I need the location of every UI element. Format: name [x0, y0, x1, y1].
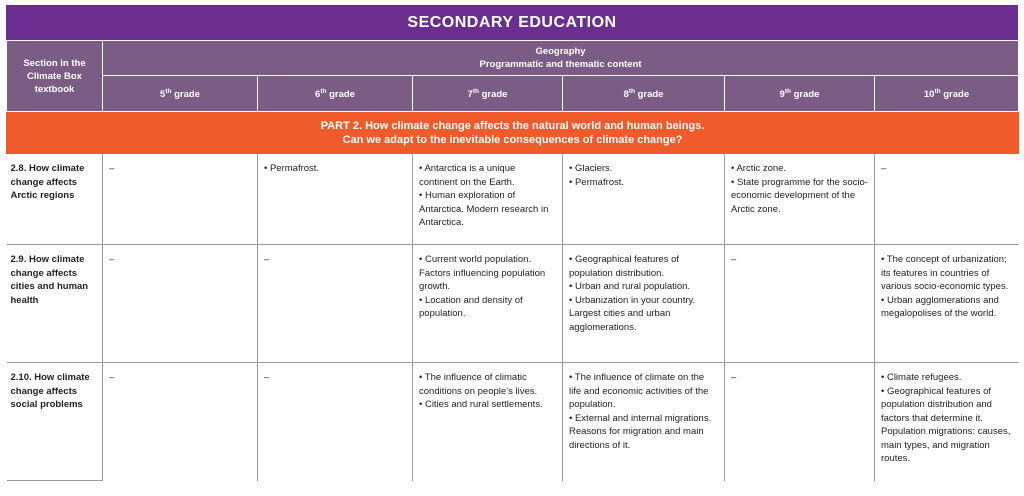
grade-content-cell [563, 245, 725, 363]
table-row [7, 154, 1019, 245]
subject-header [103, 41, 1019, 76]
grade-header [563, 76, 725, 112]
content-item: • Current world population. Factors influencing population growth. [419, 254, 546, 292]
grade-content-cell [563, 363, 725, 481]
grade-content-cell [875, 245, 1019, 363]
content-item: • Climate refugees. [881, 372, 962, 383]
content-item: – [109, 372, 115, 383]
grade-number: 8 [623, 89, 629, 101]
grade-content-cell [258, 154, 413, 245]
grade-content-cell [103, 245, 258, 363]
content-item: • Antarctica is a unique continent on the Earth. [419, 163, 516, 188]
table-row [7, 245, 1019, 363]
section-name: 2.8. How climate change affects Arctic regions [7, 154, 103, 245]
content-item: – [731, 372, 737, 383]
grade-header [413, 76, 563, 112]
grade-suffix: th [165, 88, 172, 96]
grade-word: grade [940, 89, 970, 101]
grade-content-cell [413, 154, 563, 245]
section-name: 2.10. How climate change affects social problems [7, 363, 103, 481]
grade-word: grade [326, 89, 355, 101]
content-item: • The influence of climatic conditions on people’s lives. [419, 372, 538, 397]
section-name: 2.9. How climate change affects cities and human health [7, 245, 103, 363]
curriculum-table [6, 40, 1019, 481]
subject-subtitle: Programmatic and thematic content [479, 59, 642, 70]
grade-word: grade [790, 89, 820, 101]
grade-word: grade [478, 89, 508, 101]
grade-header [258, 76, 413, 112]
content-item: • Urban agglomerations and megalopolises of the world. [881, 294, 999, 319]
grade-header [103, 76, 258, 112]
content-item: • Glaciers. [569, 163, 613, 174]
grade-suffix: th [628, 88, 635, 96]
content-item: • Location and density of population. [419, 294, 523, 319]
grade-content-cell [875, 154, 1019, 245]
grade-number: 5 [160, 89, 166, 101]
grade-word: grade [171, 89, 200, 101]
grade-header-row [7, 76, 1019, 112]
content-item: – [881, 163, 887, 174]
grade-content-cell [875, 363, 1019, 481]
grade-number: 9 [779, 89, 785, 101]
content-item: – [109, 254, 115, 265]
content-item: – [731, 254, 737, 265]
content-item: – [264, 254, 270, 265]
grade-content-cell [103, 154, 258, 245]
content-item: • Permafrost. [264, 163, 320, 174]
grade-suffix: th [784, 88, 791, 96]
grade-content-cell [725, 245, 875, 363]
grade-number: 10 [923, 89, 935, 101]
table-row [7, 363, 1019, 481]
content-item: • Urban and rural population. [569, 281, 691, 292]
section-header-label: Section in the Climate Box textbook [23, 57, 86, 95]
content-item: • Permafrost. [569, 176, 625, 188]
content-item: • The influence of climate on the life and economic activities of the population. [569, 372, 709, 410]
content-item: – [109, 163, 115, 174]
page-title: SECONDARY EDUCATION [6, 5, 1018, 40]
grade-header [875, 76, 1019, 112]
part-title-line-2: Can we adapt to the inevitable consequences of climate change? [342, 133, 683, 146]
content-item: • Arctic zone. [731, 163, 787, 174]
grade-content-cell [725, 363, 875, 481]
content-item: • Cities and rural settlements. [419, 399, 543, 410]
grade-content-cell [563, 154, 725, 245]
grade-header [725, 76, 875, 112]
part-banner [7, 112, 1019, 154]
grade-number: 7 [467, 89, 473, 101]
content-item: • Urbanization in your country. Largest cities and urban agglomerations. [569, 294, 696, 333]
section-column-header [7, 41, 103, 112]
grade-number: 6 [315, 89, 321, 101]
grade-content-cell [413, 363, 563, 481]
content-item: • Geographical features of population distribution. [569, 254, 680, 279]
grade-suffix: th [472, 88, 479, 96]
grade-content-cell [258, 363, 413, 481]
content-item: • Human exploration of Antarctica. Modern research in Antarctica. [419, 190, 549, 228]
part-title-line-1: PART 2. How climate change affects the natural world and human beings. [320, 119, 705, 132]
content-item: • Geographical features of population distribution and factors that determine it. Population migrations: causes, main types, and migration routes. [881, 385, 1011, 464]
grade-word: grade [634, 89, 664, 101]
grade-content-cell [413, 245, 563, 363]
content-item: – [264, 372, 270, 383]
content-item: • The concept of urbanization; its features in countries of various socio-economic types. [881, 254, 1009, 292]
grade-content-cell [725, 154, 875, 245]
grade-suffix: th [320, 88, 327, 96]
content-item: • External and internal migrations. Reasons for migration and main directions of it. [569, 412, 712, 451]
grade-content-cell [258, 245, 413, 363]
subject-title: Geography [535, 46, 586, 57]
grade-suffix: th [934, 88, 941, 96]
content-item: • State programme for the socio-economic development of the Arctic zone. [731, 176, 868, 215]
grade-content-cell [103, 363, 258, 481]
